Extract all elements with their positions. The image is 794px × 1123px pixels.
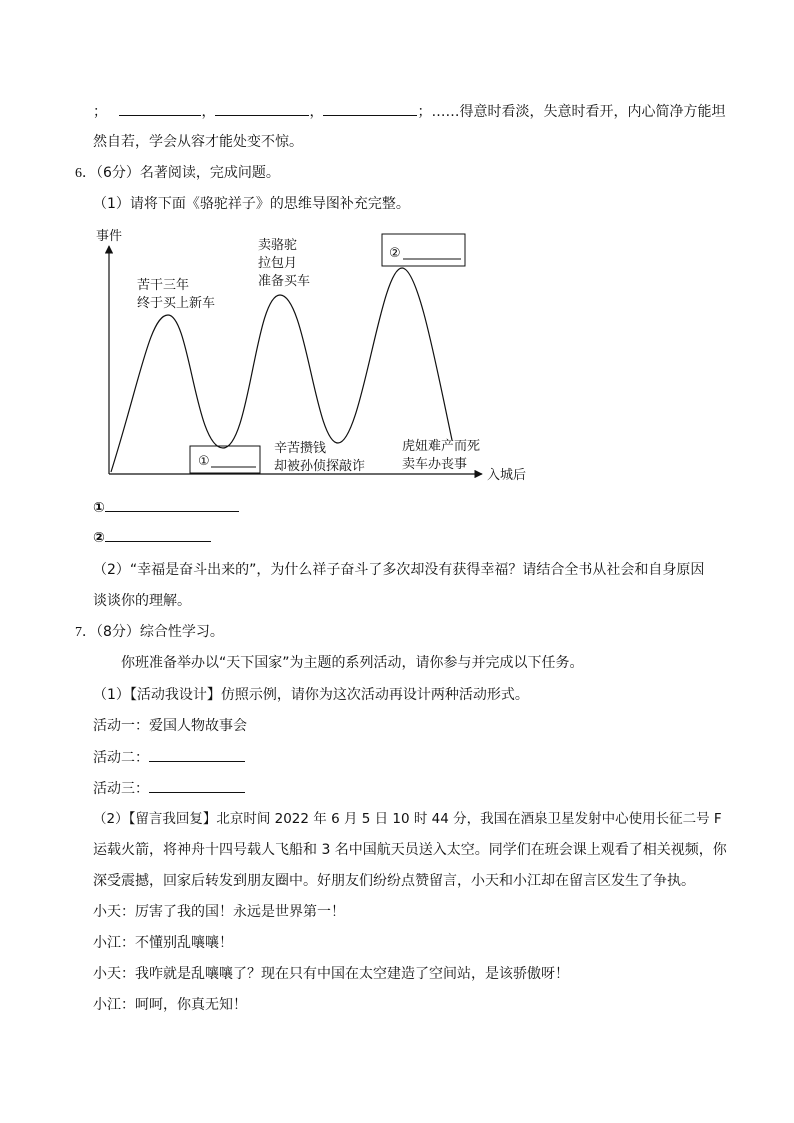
- activity-3-input[interactable]: [149, 778, 245, 793]
- answer-1-input[interactable]: [105, 497, 239, 512]
- q7-sub1: （1）【活动我设计】仿照示例，请你为这次活动再设计两种活动形式。: [93, 687, 529, 703]
- q7-sub2-line3: 深受震撼，回家后转发到朋友圈中。好朋友们纷纷点赞留言，小天和小江却在留言区发生了争执。: [93, 873, 695, 889]
- fill-line-2: 然自若，学会从容才能处变不惊。: [93, 134, 303, 150]
- q7-intro: 你班准备举办以“天下国家”为主题的系列活动，请你参与并完成以下任务。: [121, 655, 584, 671]
- x-axis-label: 入城后: [487, 468, 527, 483]
- end-label-1: 虎妞难产而死: [402, 439, 481, 454]
- peak2-label-1: 卖骆驼: [258, 238, 298, 253]
- answer-1-label: ①: [93, 500, 105, 516]
- valley1-box-marker: ①: [198, 454, 210, 469]
- peak1-label-2: 终于买上新车: [137, 296, 216, 311]
- activity-2-input[interactable]: [149, 747, 245, 762]
- peak2-label-3: 准备买车: [258, 274, 311, 289]
- dialogue-line-1: 小天：厉害了我的国！永远是世界第一！: [93, 904, 345, 920]
- dialogue-line-3: 小天：我咋就是乱嚷嚷了？现在只有中国在太空建造了空间站，是该骄傲呀！: [93, 966, 569, 982]
- q7-sub2-line2: 运载火箭，将神舟十四号载人飞船和 3 名中国航天员送入太空。同学们在班会课上观看了相关视频，你: [93, 842, 727, 858]
- q6-number: 6．: [75, 166, 96, 181]
- q7-header: [75, 622, 224, 643]
- activity-3-row: [93, 778, 245, 799]
- peak3-box-marker: ②: [389, 246, 401, 261]
- q6-sub2-line2: 谈谈你的理解。: [93, 593, 191, 609]
- dialogue-line-2: 小江：不懂别乱嚷嚷！: [93, 935, 233, 951]
- answer-1-row: [93, 497, 239, 518]
- peak2-label-2: 拉包月: [258, 256, 298, 271]
- end-label-2: 卖车办丧事: [402, 457, 468, 472]
- fill-line-1-suffix: ；……得意时看淡，失意时看开，内心简净方能坦: [417, 104, 726, 120]
- q7-sub2-line1: （2）【留言我回复】北京时间 2022 年 6 月 5 日 10 时 44 分，我国在酒泉卫星发射中心使用长征二号 F: [93, 811, 722, 827]
- activity-2-row: [93, 747, 245, 768]
- activity-2-label: 活动二：: [93, 750, 149, 766]
- activity-1: 活动一：爱国人物故事会: [93, 718, 247, 734]
- y-axis-label: 事件: [96, 229, 123, 244]
- valley2-label-1: 辛苦攒钱: [274, 441, 327, 456]
- q6-header-text: （6分）名著阅读，完成问题。: [96, 165, 280, 181]
- q7-header-text: （8分）综合性学习。: [96, 624, 224, 640]
- dialogue-line-4: 小江：呵呵，你真无知！: [93, 997, 247, 1013]
- q6-sub1: （1）请将下面《骆驼祥子》的思维导图补充完整。: [93, 196, 410, 212]
- valley2-label-2: 却被孙侦探敲诈: [274, 459, 366, 474]
- answer-2-row: [93, 527, 211, 548]
- fill-line-1-sep2: ，: [309, 104, 324, 120]
- fill-line-1-sep1: ，: [201, 104, 216, 120]
- fill-line-1-prefix: ；: [93, 104, 107, 120]
- answer-2-label: ②: [93, 530, 105, 546]
- q6-sub2-line1: （2）“幸福是奋斗出来的”，为什么祥子奋斗了多次却没有获得幸福？请结合全书从社会和自身原因: [93, 562, 705, 578]
- answer-2-input[interactable]: [105, 527, 211, 542]
- activity-3-label: 活动三：: [93, 781, 149, 797]
- q7-number: 7．: [75, 625, 96, 640]
- peak1-label-1: 苦干三年: [137, 278, 190, 293]
